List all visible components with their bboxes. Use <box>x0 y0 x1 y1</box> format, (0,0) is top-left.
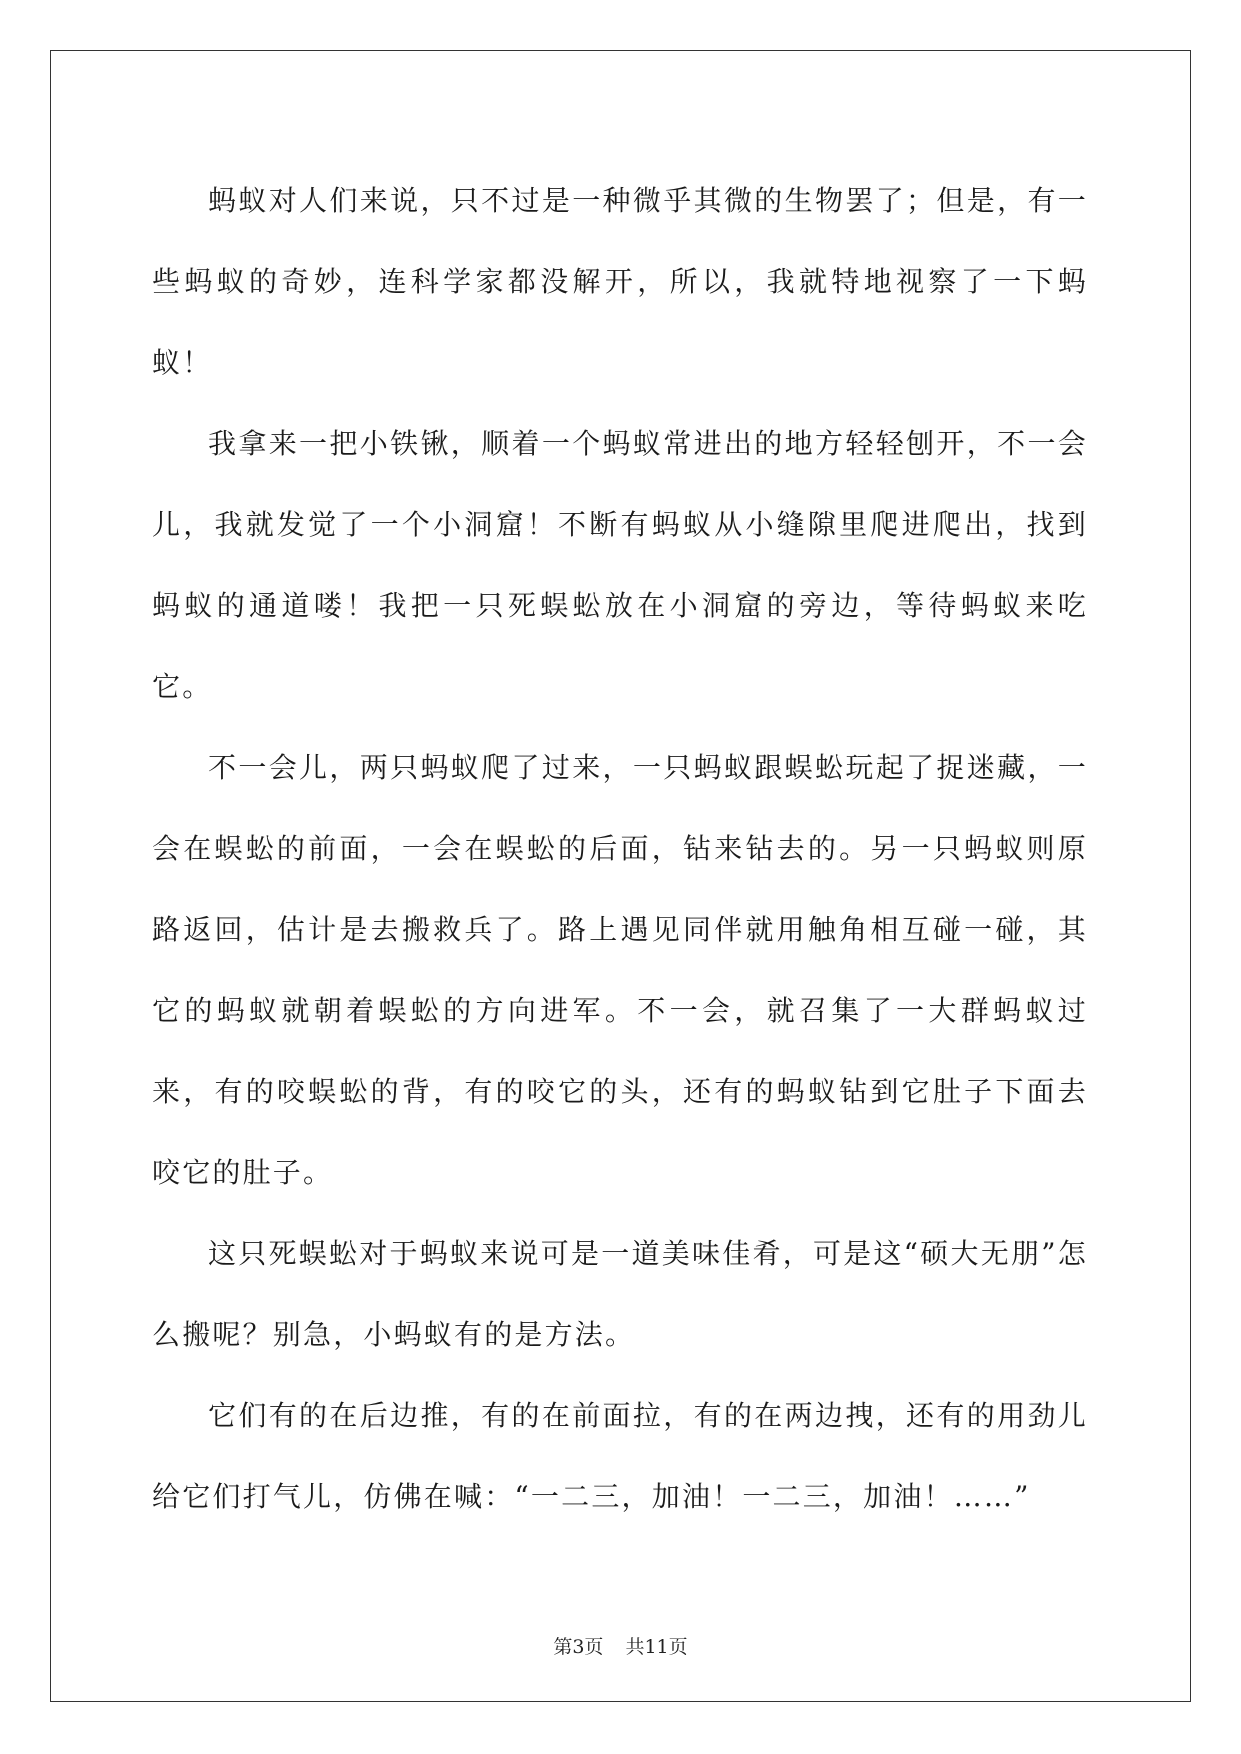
paragraph: 这只死蜈蚣对于蚂蚁来说可是一道美味佳肴，可是这“硕大无朋”怎么搬呢？别急，小蚂蚁有的是方法。 <box>152 1237 1088 1351</box>
page-total: 共11页 <box>625 1636 688 1658</box>
page-number: 第3页 <box>553 1636 604 1658</box>
paragraph: 我拿来一把小铁锹，顺着一个蚂蚁常进出的地方轻轻刨开，不一会儿，我就发觉了一个小洞窟！不断有蚂蚁从小缝隙里爬进爬出，找到蚂蚁的通道喽！我把一只死蜈蚣放在小洞窟的旁边，等待蚂蚁来吃它。 <box>152 427 1088 703</box>
paragraph: 它们有的在后边推，有的在前面拉，有的在两边拽，还有的用劲儿给它们打气儿，仿佛在喊：“一二三，加油！一二三，加油！……” <box>152 1399 1088 1513</box>
document-body <box>152 160 1088 1537</box>
paragraph: 不一会儿，两只蚂蚁爬了过来，一只蚂蚁跟蜈蚣玩起了捉迷藏，一会在蜈蚣的前面，一会在蜈蚣的后面，钻来钻去的。另一只蚂蚁则原路返回，估计是去搬救兵了。路上遇见同伴就用触角相互碰一碰，其它的蚂蚁就朝着蜈蚣的方向进军。不一会，就召集了一大群蚂蚁过来，有的咬蜈蚣的背，有的咬它的头，还有的蚂蚁钻到它肚子下面去咬它的肚子。 <box>152 751 1088 1189</box>
paragraph: 蚂蚁对人们来说，只不过是一种微乎其微的生物罢了；但是，有一些蚂蚁的奇妙，连科学家都没解开，所以，我就特地视察了一下蚂蚁！ <box>152 184 1088 379</box>
page-footer <box>0 1632 1241 1659</box>
